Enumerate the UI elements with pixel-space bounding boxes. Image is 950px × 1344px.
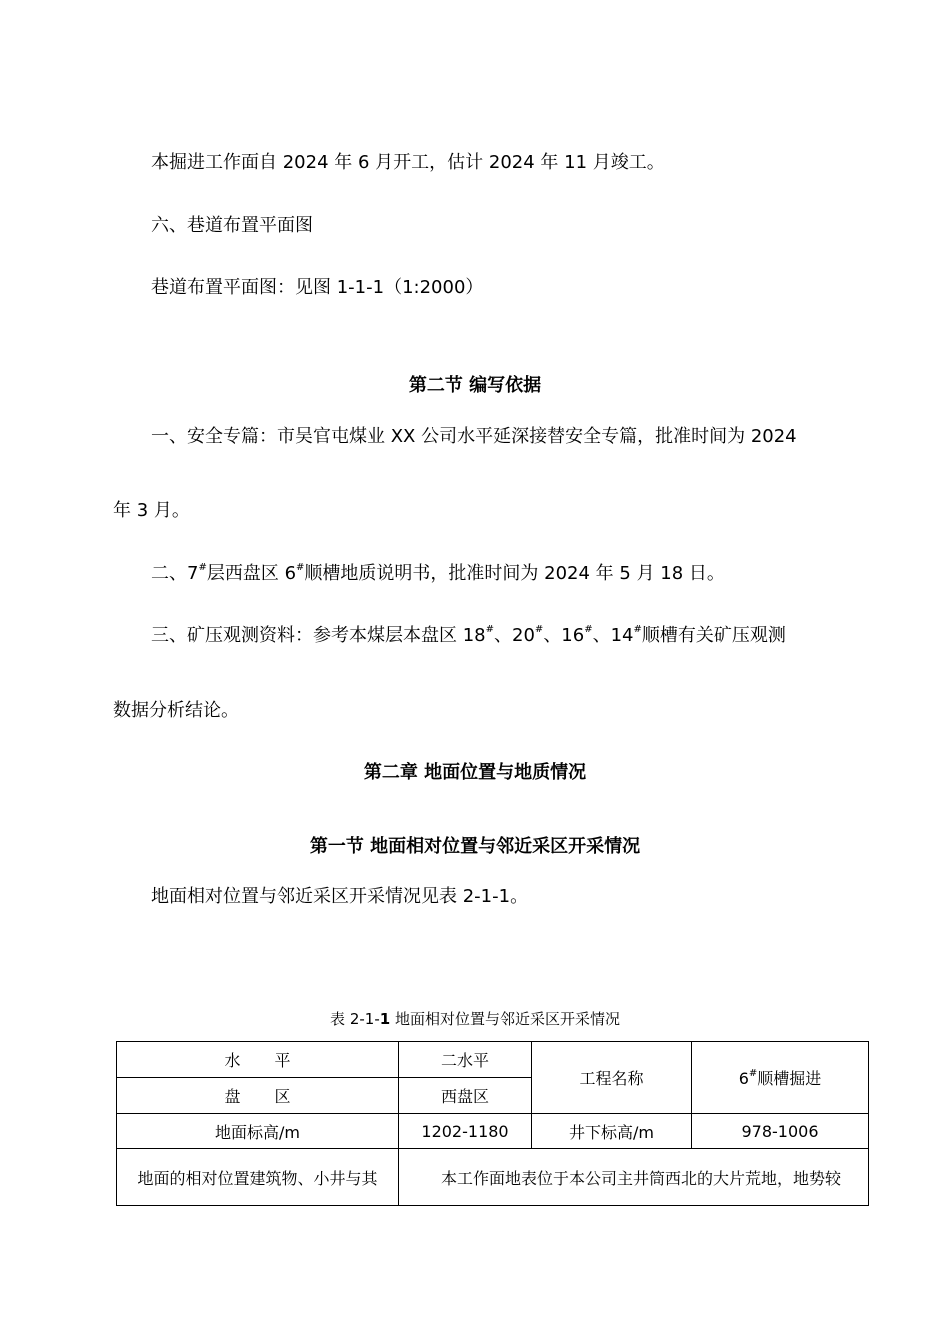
cell-underground-elevation-value: 978-1006	[692, 1114, 869, 1149]
table-row	[117, 1114, 869, 1149]
cell-project-name-value	[692, 1042, 869, 1114]
text-run: 、16	[543, 625, 585, 646]
paragraph-pressure-line1	[151, 624, 786, 648]
superscript-mark: #	[296, 562, 305, 573]
text-run: 顺槽有关矿压观测	[641, 625, 786, 646]
paragraph-layout-plan: 巷道布置平面图：见图 1-1-1（1:2000）	[151, 277, 484, 298]
cell-district-value: 西盘区	[399, 1078, 532, 1114]
cell-relative-position-label: 地面的相对位置建筑物、小井与其	[117, 1149, 399, 1206]
cell-relative-position-value: 本工作面地表位于本公司主井筒西北的大片荒地，地势较	[399, 1149, 869, 1206]
text-run: 、14	[592, 625, 634, 646]
caption-prefix: 表 2-1-	[330, 1010, 380, 1028]
cell-text: 盘	[224, 1087, 241, 1106]
cell-text: 区	[274, 1087, 291, 1106]
surface-position-table	[116, 1041, 869, 1206]
text-run: 顺槽地质说明书，批准时间为 2024 年 5 月 18 日。	[304, 563, 725, 584]
cell-text: 平	[274, 1051, 291, 1070]
caption-number: 1	[379, 1010, 391, 1028]
table-caption	[0, 1009, 950, 1029]
cell-district-label	[117, 1078, 399, 1114]
superscript-mark: #	[198, 562, 207, 573]
paragraph-start-date: 本掘进工作面自 2024 年 6 月开工，估计 2024 年 11 月竣工。	[151, 152, 665, 173]
paragraph-section-six: 六、巷道布置平面图	[151, 215, 313, 236]
heading-section-surface: 第一节 地面相对位置与邻近采区开采情况	[309, 836, 641, 857]
caption-title: 地面相对位置与邻近采区开采情况	[390, 1010, 620, 1028]
table-row	[117, 1149, 869, 1206]
cell-text: 水	[224, 1051, 241, 1070]
cell-underground-elevation-label: 井下标高/m	[532, 1114, 692, 1149]
paragraph-safety-line2: 年 3 月。	[113, 500, 190, 521]
heading-chapter-two: 第二章 地面位置与地质情况	[363, 762, 587, 783]
cell-level-label	[117, 1042, 399, 1078]
text-run: 层西盘区 6	[206, 563, 297, 584]
superscript-mark: #	[748, 1067, 758, 1079]
superscript-mark: #	[584, 624, 593, 635]
paragraph-table-reference: 地面相对位置与邻近采区开采情况见表 2-1-1。	[151, 886, 529, 907]
text-run: 三、矿压观测资料：参考本煤层本盘区 18	[151, 625, 486, 646]
cell-project-name-label: 工程名称	[532, 1042, 692, 1114]
text-run: 二、7	[151, 563, 199, 584]
superscript-mark: #	[485, 624, 495, 635]
text-run: 、20	[494, 625, 535, 646]
cell-text: 顺槽掘进	[757, 1069, 822, 1088]
paragraph-geology-manual	[151, 562, 725, 586]
cell-surface-elevation-label: 地面标高/m	[117, 1114, 399, 1149]
superscript-mark: #	[633, 624, 642, 635]
cell-text: 6	[738, 1069, 749, 1088]
cell-level-value: 二水平	[399, 1042, 532, 1078]
paragraph-pressure-line2: 数据分析结论。	[113, 700, 239, 721]
superscript-mark: #	[534, 624, 544, 635]
paragraph-safety-line1: 一、安全专篇：市吴官屯煤业 XX 公司水平延深接替安全专篇，批准时间为 2024	[151, 426, 797, 447]
heading-section-basis: 第二节 编写依据	[408, 375, 542, 396]
cell-surface-elevation-value: 1202-1180	[399, 1114, 532, 1149]
table-row	[117, 1042, 869, 1078]
